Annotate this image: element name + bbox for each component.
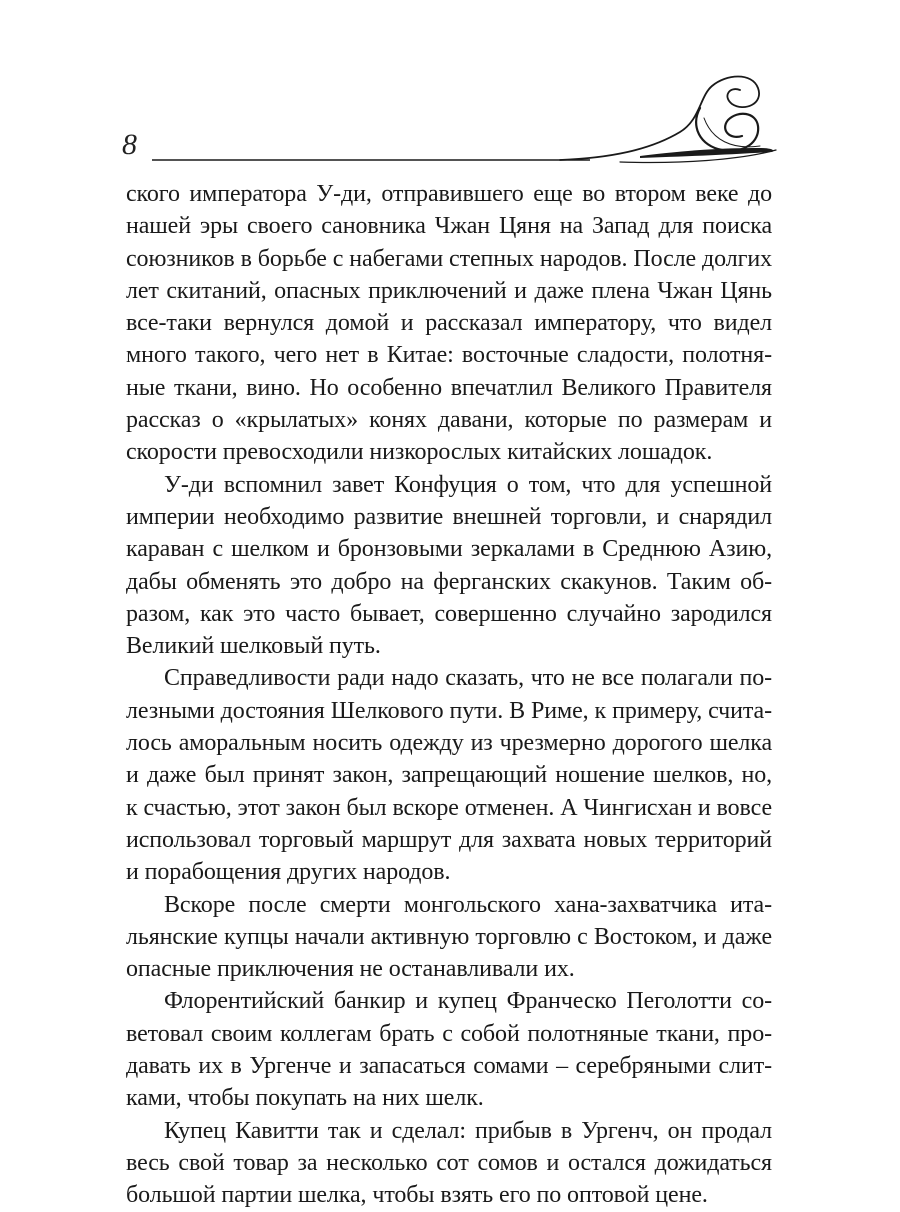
text-line: лезными достояния Шелкового пути. В Риме, к примеру, счита-	[126, 697, 772, 724]
text-line: дабы обменять это добро на ферганских скакунов. Таким об-	[126, 568, 772, 595]
text-line: Справедливости ради надо сказать, что не все полагали по-	[164, 665, 772, 692]
paragraph	[126, 985, 772, 1114]
text-line: У-ди вспомнил завет Конфуция о том, что для успешной	[164, 471, 772, 498]
text-line: ветовал своим коллегам брать с собой полотняные ткани, про-	[126, 1020, 772, 1047]
text-line: лось аморальным носить одежду из чрезмерно дорогого шелка	[126, 730, 772, 757]
text-line: использовал торговый маршрут для захвата новых территорий	[126, 826, 772, 853]
text-line: и порабощения других народов.	[126, 859, 451, 886]
paragraph	[126, 178, 772, 469]
page-number: 8	[122, 128, 137, 161]
text-line: весь свой товар за несколько сот сомов и остался дожидаться	[126, 1149, 772, 1176]
text-line: империи необходимо развитие внешней торговли, и снарядил	[126, 503, 772, 530]
paragraph	[126, 889, 772, 986]
text-line: все-таки вернулся домой и рассказал императору, что видел	[126, 310, 772, 337]
text-line: льянские купцы начали активную торговлю с Востоком, и даже	[126, 923, 772, 950]
text-line: нашей эры своего сановника Чжан Цяня на Запад для поиска	[126, 213, 772, 240]
paragraph	[126, 469, 772, 663]
text-line: Великий шелковый путь.	[126, 633, 381, 660]
text-line: караван с шелком и бронзовыми зеркалами в Среднюю Азию,	[126, 536, 772, 563]
text-line: большой партии шелка, чтобы взять его по оптовой цене.	[126, 1182, 708, 1209]
text-line: скорости превосходили низкорослых китайских лошадок.	[126, 439, 713, 466]
text-line: ные ткани, вино. Но особенно впечатлил Великого Правителя	[126, 374, 772, 401]
text-line: лет скитаний, опасных приключений и даже плена Чжан Цянь	[126, 277, 772, 304]
text-line: ками, чтобы покупать на них шелк.	[126, 1085, 484, 1112]
text-line: Флорентийский банкир и купец Франческо Пеголотти со-	[164, 988, 772, 1015]
text-line: Купец Кавитти так и сделал: прибыв в Ургенч, он продал	[164, 1117, 772, 1144]
text-line: давать их в Ургенче и запасаться сомами – серебряными слит-	[126, 1053, 772, 1080]
text-line: к счастью, этот закон был вскоре отменен. А Чингисхан и вовсе	[126, 794, 772, 821]
body-text	[126, 178, 772, 1212]
page-header	[0, 0, 900, 175]
text-line: опасные приключения не останавливали их.	[126, 956, 575, 983]
text-line: Вскоре после смерти монгольского хана-захватчика ита-	[164, 891, 772, 918]
swirl-flourish-icon	[0, 0, 900, 175]
text-line: союзников в борьбе с набегами степных народов. После долгих	[126, 245, 772, 272]
paragraph	[126, 1115, 772, 1212]
text-line: рассказ о «крылатых» конях давани, которые по размерам и	[126, 407, 772, 434]
text-line: разом, как это часто бывает, совершенно случайно зародился	[126, 600, 772, 627]
text-line: ского императора У-ди, отправившего еще во втором веке до	[126, 181, 772, 207]
text-line: и даже был принят закон, запрещающий ношение шелков, но,	[126, 762, 772, 789]
text-line: много такого, чего нет в Китае: восточные сладости, полотня-	[126, 342, 772, 369]
paragraph	[126, 662, 772, 888]
